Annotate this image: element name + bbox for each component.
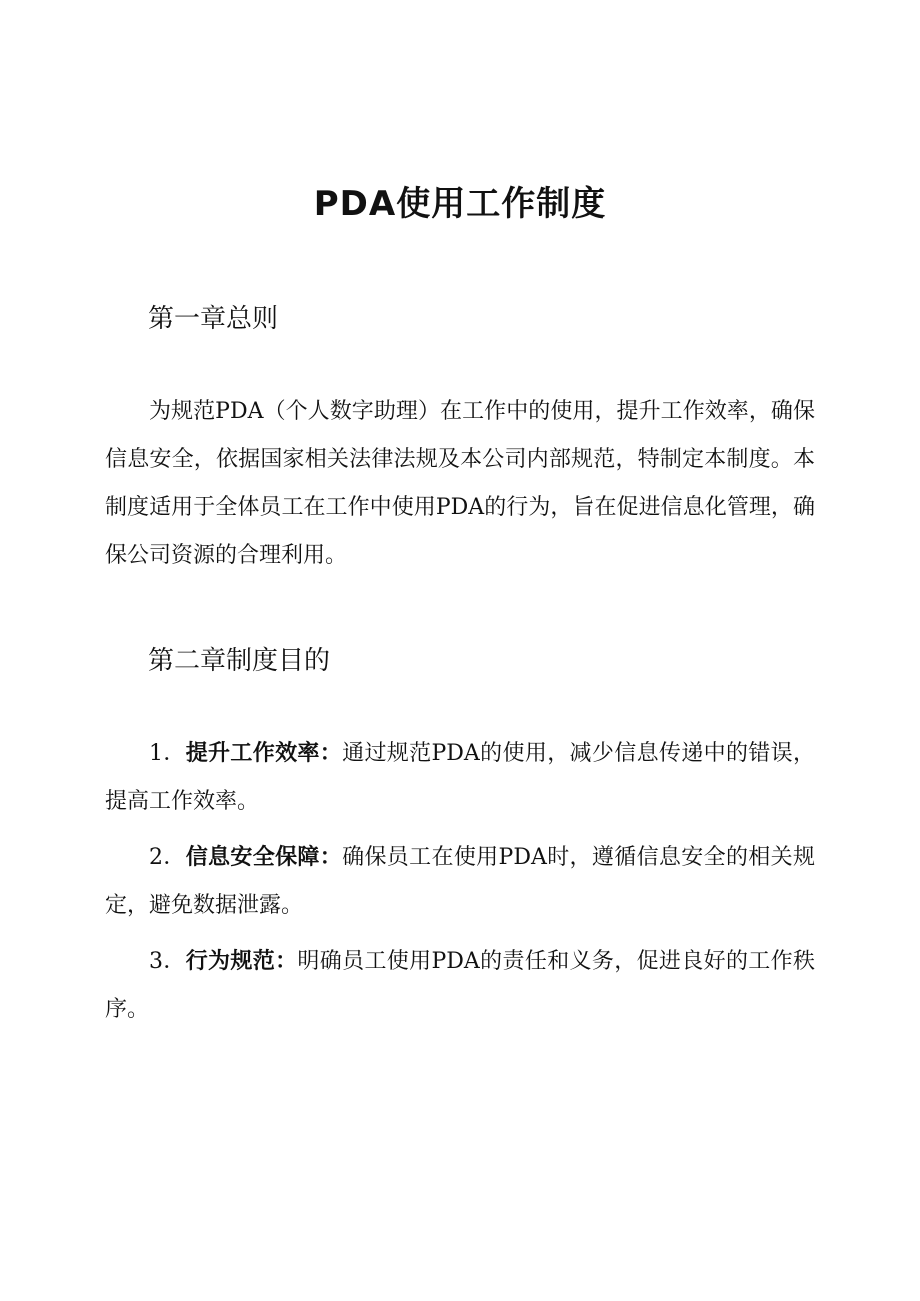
purpose-list <box>105 730 815 1042</box>
item-text: 确保员工在使用PDA时，遵循信息安全的相关规定，避免数据泄露。 <box>105 845 815 918</box>
item-text: 明确员工使用PDA的责任和义务，促进良好的工作秩序。 <box>105 949 815 1022</box>
item-number: 2． <box>149 845 186 870</box>
purpose-item-security <box>105 834 815 930</box>
item-text: 通过规范PDA的使用，减少信息传递中的错误，提高工作效率。 <box>105 741 815 814</box>
item-title: 信息安全保障： <box>185 845 343 870</box>
document-title: PDA使用工作制度 <box>313 184 607 224</box>
item-number: 1． <box>149 741 186 766</box>
item-title: 提升工作效率： <box>185 741 343 766</box>
chapter-2-heading: 第二章制度目的 <box>148 646 331 676</box>
purpose-item-conduct <box>105 938 815 1034</box>
purpose-item-efficiency <box>105 730 815 826</box>
chapter-1-paragraph: 为规范PDA（个人数字助理）在工作中的使用，提升工作效率，确保信息安全，依据国家相关法律法规及本公司内部规范，特制定本制度。本制度适用于全体员工在工作中使用PDA的行为，旨在促进信息化管理，确保公司资源的合理利用。 <box>105 399 815 568</box>
chapter-1-heading: 第一章总则 <box>148 304 279 334</box>
item-number: 3． <box>149 949 186 974</box>
item-title: 行为规范： <box>185 949 298 974</box>
